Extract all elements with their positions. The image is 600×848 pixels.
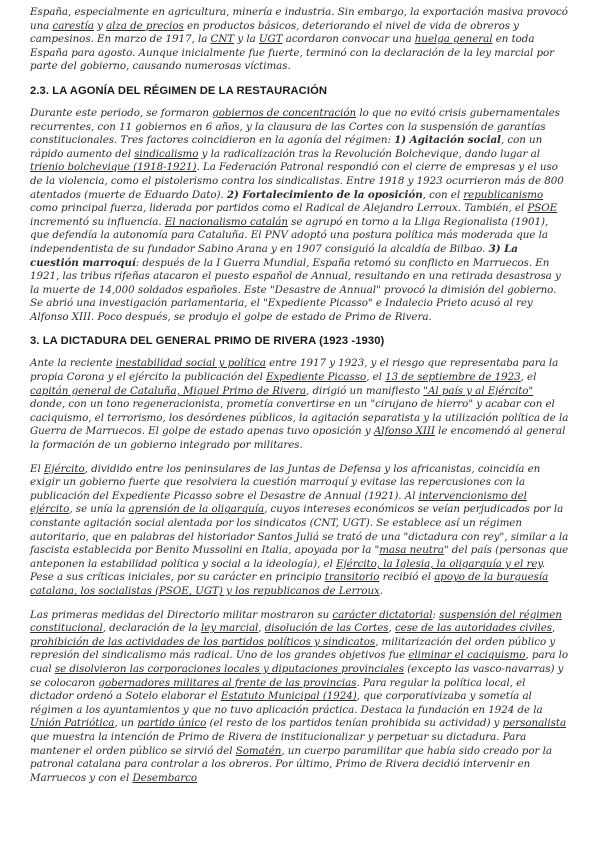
underlined-term: disolución de las Cortes xyxy=(264,622,389,635)
underlined-term: trienio bolchevique (1918-1921) xyxy=(30,161,197,174)
text-run: Las primeras medidas del Directorio militar mostraron su xyxy=(30,608,333,621)
underlined-term: UGT xyxy=(258,33,283,46)
underlined-term: Somatén xyxy=(235,744,282,757)
text-run: , cuyos intereses económicos se veían perjudicados por la constante agitación social alentada por los sindicatos (CNT, UGT). Se establece así un régimen autoritario, que en palabras del historiador Santos Juliá se trató de una "dictadura con rey", similar a la fascista establecida por Benito Mussolini en Italia, apoyada por la " xyxy=(30,503,569,557)
text-run: le encomendó al general la formación de un gobierno integrado por militares. xyxy=(30,425,566,452)
bold-factor: 1) Agitación social xyxy=(394,134,501,147)
text-run: , para lo cual xyxy=(30,649,569,675)
underlined-term: suspensión del régimen constitucional xyxy=(30,608,562,635)
text-run: , que corporativizaba y sometía al régimen a los ayuntamientos y que no tuvo aplicación práctica. Destaca la fundación en 1924 de la xyxy=(30,690,543,716)
underlined-term: apoyo de la burguesía catalana, los socialistas (PSOE, UGT) y los republicanos de Lerroux xyxy=(30,571,549,597)
underlined-term: huelga general xyxy=(414,33,493,46)
underlined-term: Estatuto Municipal (1924) xyxy=(220,690,357,703)
paragraph-golpe xyxy=(30,357,570,452)
paragraph-ejercito xyxy=(30,463,570,599)
underlined-term: gobernadores militares al frente de las provincias xyxy=(98,676,357,689)
text-run: Durante este periodo, se formaron xyxy=(30,106,213,119)
text-run: y la radicalización tras la Revolución Bolchevique, dando lugar al xyxy=(198,147,540,160)
underlined-term: masa neutra xyxy=(379,544,444,557)
underlined-term: carácter dictatorial xyxy=(332,608,433,621)
text-run: , con el xyxy=(422,188,464,201)
text-run: recibió el xyxy=(379,571,435,584)
section-heading-3: 3. LA DICTADURA DEL GENERAL PRIMO DE RIVERA (1923 -1930) xyxy=(30,335,385,348)
underlined-term: "Al país y al Ejército" xyxy=(423,384,534,397)
section-heading-2-3: 2.3. LA AGONÍA DEL RÉGIMEN DE LA RESTAURACIÓN xyxy=(30,84,328,97)
text-run: en productos básicos, deteriorando el nivel de vida de obreros y campesinos. En marzo de 1917, la xyxy=(30,19,519,46)
text-run: acordaron convocar una xyxy=(282,33,415,46)
text-run: , xyxy=(551,622,556,635)
text-run: , el xyxy=(366,371,386,384)
underlined-term: CNT xyxy=(210,33,235,46)
text-run: , xyxy=(258,622,265,635)
text-run: El xyxy=(30,462,44,475)
text-run: y xyxy=(93,19,107,32)
text-run: , dirigió un manifiesto xyxy=(306,384,424,397)
underlined-term: cese de las autoridades civiles xyxy=(394,622,552,635)
text-run: España, especialmente en agricultura, minería e industria. Sin embargo, la exportación masiva provocó una xyxy=(30,6,568,32)
text-run: . Para regular la política local, el dictador ordenó a Sotelo elaborar el xyxy=(30,676,526,703)
text-run: , el xyxy=(520,371,537,384)
text-run: (el resto de los partidos tenían prohibida su actividad) y xyxy=(206,717,503,730)
text-run: que muestra la intención de Primo de Rivera de institucionalizar y perpetuar su dictadura. Para mantener el orden público se sirvió del xyxy=(30,730,527,757)
text-run: (excepto las vasco-navarras) y se colocaron xyxy=(30,662,564,689)
underlined-term: transitorio xyxy=(324,571,380,584)
underlined-term: intervencionismo del ejército xyxy=(30,489,527,516)
underlined-term: partido único xyxy=(137,717,207,730)
text-run: lo que no evitó crisis gubernamentales recurrentes, con 11 gobiernos en 6 años, y la clausura de las Cortes con la suspensión de garantías constitucionales. Tres factores coincidieron en la agonía del régimen: xyxy=(30,106,560,147)
text-run: Ante la reciente xyxy=(30,357,116,370)
underlined-term: carestía xyxy=(52,19,94,32)
underlined-term: Unión Patriótica xyxy=(30,717,115,730)
underlined-term: alza de precios xyxy=(106,19,184,32)
text-run: incrementó su influencia. xyxy=(30,215,165,228)
paragraph-agonia xyxy=(30,107,570,325)
text-run: donde, con un tono regeneracionista, prometía convertirse en un "cirujano de hierro" y acabar con el caciquismo, el terrorismo, los desórdenes públicos, la agitación separatista y la utilización política de la Guerra de Marruecos. El golpe de estado apenas tuvo oposición y xyxy=(30,398,569,438)
underlined-term: Expediente Picasso xyxy=(266,371,367,384)
text-run: : después de la I Guerra Mundial, España retomó su conflicto en Marruecos. En 1921, las tribus rifeñas atacaron el puesto español de Annual, resultando en una retirada desastrosa y la muerte de 14,000 soldados españoles. Este "Desastre de Annual" provocó la dimisión del gobierno. Se abrió una investigación parlamentaria, el "Expediente Picasso" e Indalecio Prieto acusó al rey Alfonso XIII. Poco después, se produjo el golpe de estado de Primo de Rivera. xyxy=(30,256,561,323)
text-run: " del país (personas que anteponen la estabilidad política y social a la ideología), el xyxy=(30,544,569,570)
underlined-term: prohibición de las actividades de los partidos políticos y sindicatos xyxy=(30,635,376,648)
underlined-term: Alfonso XIII xyxy=(373,425,435,438)
underlined-term: eliminar el caciquismo xyxy=(408,649,526,662)
underlined-term: PSOE xyxy=(527,202,558,215)
underlined-term: ley marcial xyxy=(201,622,259,635)
underlined-term: se disolvieron las corporaciones locales y diputaciones provinciales xyxy=(54,662,404,675)
text-run: en toda España para agosto. Aunque inicialmente fue fuerte, terminó con la declaración de la ley marcial por parte del gobierno, causando numerosas víctimas. xyxy=(30,33,555,73)
underlined-term: Ejército xyxy=(43,462,85,475)
text-run: , se unía la xyxy=(69,503,129,516)
text-run: : xyxy=(432,608,440,621)
text-run: , un cuerpo paramilitar que había sido creado por la patronal catalana para controlar a los obreros. Por último, Primo de Rivera decidió intervenir en Marruecos y con el xyxy=(30,744,552,784)
paragraph-intro xyxy=(30,6,570,74)
text-run: se agrupó en torno a la Lliga Regionalista (1901), que defendía la autonomía para Cataluña. El PNV adoptó una postura política más moderada que la independentista de su fundador Sabino Arana y en 1907 consiguió la alcaldía de Bilbao. xyxy=(30,215,549,255)
bold-factor: 3) La cuestión marroquí xyxy=(30,242,518,269)
underlined-term: republicanismo xyxy=(463,188,544,201)
text-run: como principal fuerza, liderada por partidos como el Radical de Alejandro Lerroux. También, el xyxy=(30,202,528,215)
text-run: , militarización del orden público y represión del sindicalismo más radical. Uno de los grandes objetivos fue xyxy=(30,635,556,662)
text-run: , xyxy=(388,622,395,635)
underlined-term: aprensión de la oligarquía xyxy=(128,503,265,516)
text-run: , con un rápido aumento del xyxy=(30,134,543,160)
underlined-term: Ejército, la Iglesia, la oligarquía y el rey xyxy=(336,557,542,570)
text-run: entre 1917 y 1923, y el riesgo que representaba para la propia Corona y el ejército la publicación del xyxy=(30,357,559,384)
text-run: . La Federación Patronal respondió con el cierre de empresas y el uso de la violencia, como el pistolerismo contra los sindicalistas. Entre 1918 y 1923 ocurrieron más de 800 atentados (muerte de Eduardo Dato). xyxy=(30,161,564,201)
text-run: , declaración de la xyxy=(102,622,202,635)
paragraph-medidas xyxy=(30,609,570,786)
underlined-term: capitán general de Cataluña, Miguel Primo de Rivera xyxy=(30,384,307,397)
underlined-term: sindicalismo xyxy=(134,147,199,160)
bold-factor: 2) Fortalecimiento de la oposición xyxy=(226,188,423,201)
text-run: . Pese a sus críticas iniciales, por su carácter en principio xyxy=(30,557,546,584)
underlined-term: 13 de septiembre de 1923 xyxy=(385,371,521,384)
text-run: . xyxy=(379,584,384,597)
text-run: , un xyxy=(114,717,138,730)
underlined-term: inestabilidad social y política xyxy=(115,357,266,370)
underlined-term: Desembarco xyxy=(132,771,198,784)
underlined-term: gobiernos de concentración xyxy=(212,106,357,119)
underlined-term: El nacionalismo catalán xyxy=(164,215,288,228)
text-run: , dividido entre los peninsulares de las Juntas de Defensa y los africanistas, coincidía en exigir un gobierno fuerte que resolviera la cuestión marroquí y evitase las repercusiones con la publicación del Expediente Picasso sobre el Desastre de Annual (1921). Al xyxy=(30,462,541,502)
text-run: y la xyxy=(234,33,259,46)
underlined-term: personalista xyxy=(502,717,567,730)
